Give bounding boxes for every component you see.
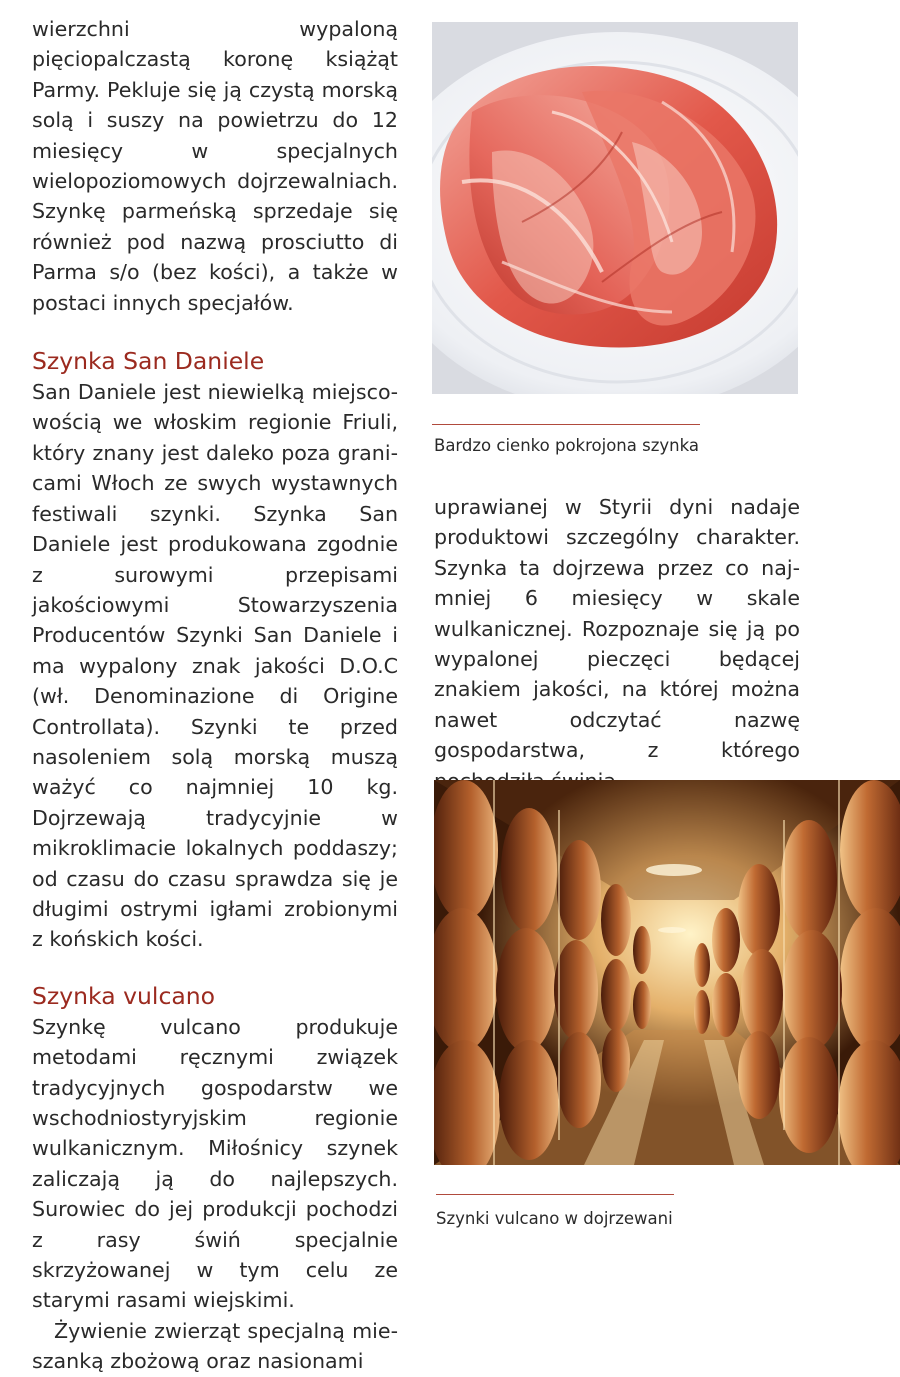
caption-bottom: Szynki vulcano w dojrzewani <box>436 1209 673 1228</box>
ham-cellar-photo <box>434 780 900 1165</box>
left-column <box>32 14 398 1377</box>
vulcano-paragraph: Szynkę vulcano produkuje metodami ręcznymi związek tradycyjnych gospodarstw we wschodniostyryjskim regionie wulkanicznym. Miłośnicy szynek zaliczają ją do najlepszych. Surowiec do jej produkcji pochodzi z rasy świń specjalnie skrzyżowanej w tym celu ze starymi rasami wiejskimi. <box>32 1014 398 1313</box>
vulcano-paragraph-2: Żywienie zwierząt specjalną mieszanką zbożową oraz nasionami <box>32 1318 398 1374</box>
right-column-paragraph: uprawianej w Styrii dyni nadaje produktowi szczególny charakter. Szynka ta dojrzewa przez co najmniej 6 miesięcy w skale wulkanicznej. Rozpoznaje się ją po wypalonej pieczęci będącej znakiem jakości, na której można nawet odczytać nazwę gospodarstwa, z którego <box>434 495 800 763</box>
san-daniele-paragraph: San Daniele jest niewielką miejscowością we włoskim regionie Friuli, który znany jest daleko poza granicami Włoch ze swych wystawnych festiwali szynki. Szynka San Daniele jest produkowana zgodnie z surowymi przepisami jakościowymi Stowarzyszenia Producentów Szynki San Daniele i ma wypalony znak jakości D.O.C (wł. Denominazione di Origine Controllata). Szynki te przed nasoleniem solą morską muszą ważyć co najmniej 10 kg. Dojrzewają tradycyjnie w mikroklimacie lokalnych poddaszy; od czasu do czasu sprawdza się je długimi ostrymi igłami zrobionymi z końskich kości. <box>32 380 398 952</box>
caption-top-rule <box>432 424 700 425</box>
heading-san-daniele: Szynka San Daniele <box>32 347 265 376</box>
heading-vulcano: Szynka vulcano <box>32 981 216 1010</box>
intro-paragraph: wierzchni wypaloną pięciopalczastą koronę książąt Parmy. Pekluje się ją czystą morską solą i suszy na powietrzu do 12 miesięcy w specjalnych wielopoziomowych dojrzewalniach. Szynkę parmeńską sprzedaje się również pod nazwą prosciutto di Parma s/o (bez kości), a także w postaci innych specjałów. <box>32 17 398 315</box>
sliced-ham-photo <box>432 22 798 394</box>
caption-bottom-rule <box>436 1194 674 1195</box>
caption-top: Bardzo cienko pokrojona szynka <box>434 436 699 455</box>
